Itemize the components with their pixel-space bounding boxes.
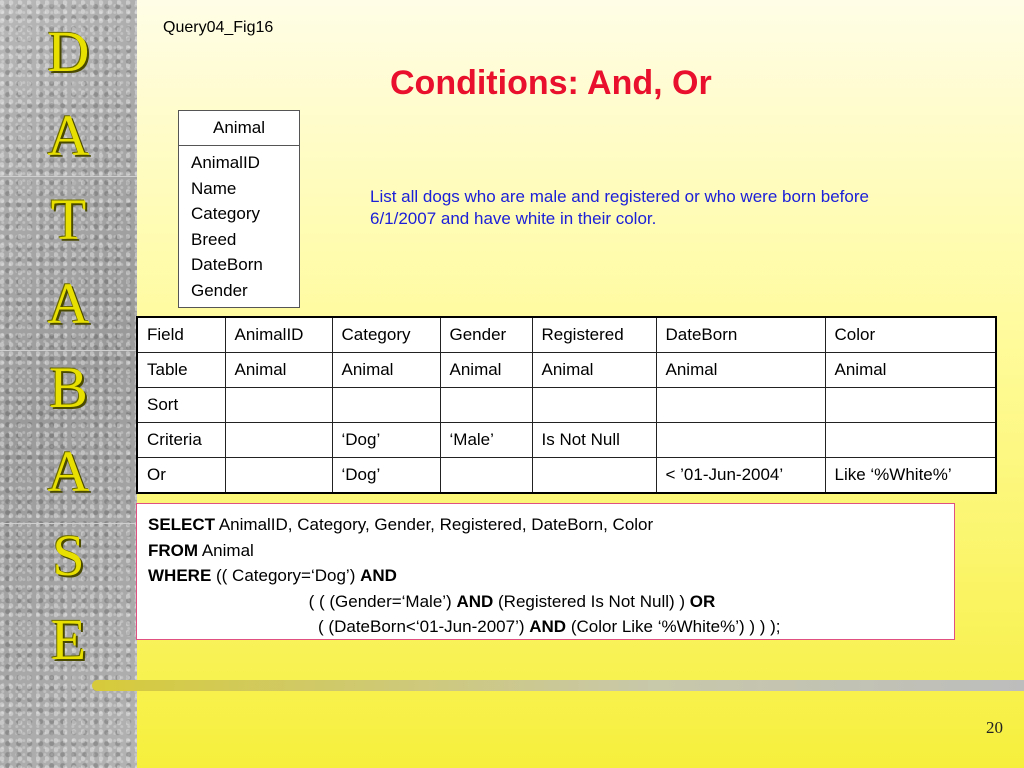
- qbe-cell[interactable]: Gender: [440, 317, 532, 353]
- qbe-cell[interactable]: Registered: [532, 317, 656, 353]
- query-question: List all dogs who are male and registered or who were born before 6/1/2007 and have white in their color.: [370, 187, 869, 228]
- table-field-item[interactable]: DateBorn: [191, 255, 263, 274]
- table-field-item[interactable]: Gender: [191, 280, 248, 300]
- qbe-row-label: Table: [137, 353, 225, 388]
- sql-text: ( ( (Gender=‘Male’): [308, 591, 457, 611]
- qbe-cell[interactable]: Animal: [656, 353, 825, 388]
- sql-keyword: AND: [456, 591, 494, 611]
- qbe-cell[interactable]: ‘Dog’: [332, 458, 440, 494]
- sidebar-letter: A: [47, 439, 90, 504]
- sql-text: ( (DateBorn<‘01-Jun-2007’): [318, 617, 530, 636]
- sidebar-letter: B: [49, 355, 88, 420]
- table-field-item[interactable]: AnimalID: [191, 153, 260, 172]
- sql-text: AnimalID, Category, Gender, Registered, DateBorn, Color: [215, 515, 654, 534]
- sql-keyword: SELECT: [148, 515, 216, 534]
- qbe-cell[interactable]: Like ‘%White%’: [825, 458, 996, 494]
- table-field-item[interactable]: Category: [191, 204, 260, 223]
- sql-keyword: AND: [360, 566, 397, 585]
- sidebar-letter: T: [50, 187, 87, 252]
- sidebar-letter: A: [47, 271, 90, 336]
- table-field-item[interactable]: Breed: [191, 229, 237, 249]
- qbe-cell[interactable]: [225, 388, 332, 423]
- sql-keyword: FROM: [148, 540, 199, 560]
- sql-statement-box: [136, 503, 955, 640]
- sql-select-line: [148, 512, 954, 538]
- qbe-cell[interactable]: < ’01-Jun-2004’: [656, 458, 825, 494]
- sql-text: (( Category=‘Dog’): [211, 566, 361, 585]
- qbe-cell[interactable]: ‘Dog’: [332, 423, 440, 458]
- qbe-cell[interactable]: ‘Male’: [440, 423, 532, 458]
- sidebar-letter: S: [52, 523, 85, 588]
- table-field-item[interactable]: Name: [191, 178, 237, 198]
- qbe-row: [137, 317, 996, 353]
- animal-table-box[interactable]: [178, 110, 300, 308]
- qbe-cell[interactable]: [332, 388, 440, 423]
- qbe-cell[interactable]: Animal: [532, 353, 656, 388]
- qbe-cell[interactable]: [825, 423, 996, 458]
- footer-divider-bar: [92, 680, 1024, 691]
- qbe-cell[interactable]: Animal: [225, 353, 332, 388]
- qbe-cell[interactable]: [225, 458, 332, 494]
- qbe-row: [137, 388, 996, 423]
- qbe-row: [137, 458, 996, 494]
- sql-keyword: WHERE: [148, 566, 212, 585]
- sql-keyword: OR: [689, 591, 716, 611]
- qbe-cell[interactable]: [656, 388, 825, 423]
- qbe-cell[interactable]: Category: [332, 317, 440, 353]
- qbe-cell[interactable]: [225, 423, 332, 458]
- sql-text: Animal: [198, 540, 254, 560]
- sql-condition-line: [148, 589, 954, 615]
- qbe-row: [137, 353, 996, 388]
- sql-from-line: [148, 538, 954, 564]
- qbe-cell[interactable]: [440, 388, 532, 423]
- qbe-row: [137, 423, 996, 458]
- sidebar-letter: D: [47, 19, 90, 84]
- qbe-cell[interactable]: Animal: [332, 353, 440, 388]
- sql-keyword: AND: [529, 617, 567, 636]
- qbe-cell[interactable]: DateBorn: [656, 317, 825, 353]
- qbe-cell[interactable]: [532, 388, 656, 423]
- sidebar-letter: E: [50, 607, 87, 672]
- qbe-cell[interactable]: Animal: [440, 353, 532, 388]
- qbe-row-label: Or: [137, 458, 225, 494]
- qbe-cell[interactable]: [656, 423, 825, 458]
- sidebar-letter: A: [47, 103, 90, 168]
- table-box-title: Animal: [179, 111, 299, 146]
- sql-where-line: [148, 563, 954, 589]
- qbe-cell[interactable]: AnimalID: [225, 317, 332, 353]
- sql-condition-line: [148, 614, 954, 640]
- qbe-row-label: Field: [137, 317, 225, 353]
- qbe-row-label: Sort: [137, 388, 225, 423]
- qbe-cell[interactable]: Animal: [825, 353, 996, 388]
- figure-label: Query04_Fig16: [163, 19, 274, 36]
- qbe-row-label: Criteria: [137, 423, 225, 458]
- table-box-field-list: [179, 146, 299, 303]
- sidebar-panel: [0, 0, 137, 768]
- qbe-cell[interactable]: [532, 458, 656, 494]
- page-number: 20: [986, 718, 1003, 737]
- sql-text: (Registered Is Not Null) ): [493, 591, 690, 611]
- qbe-cell[interactable]: Color: [825, 317, 996, 353]
- qbe-cell[interactable]: [825, 388, 996, 423]
- qbe-cell[interactable]: Is Not Null: [532, 423, 656, 458]
- sql-text: (Color Like ‘%White%’) ) ) );: [566, 617, 781, 636]
- sql-indent: [148, 592, 309, 611]
- sql-indent: [148, 617, 318, 636]
- qbe-cell[interactable]: [440, 458, 532, 494]
- qbe-grid: [136, 316, 997, 494]
- slide-title: Conditions: And, Or: [390, 64, 712, 102]
